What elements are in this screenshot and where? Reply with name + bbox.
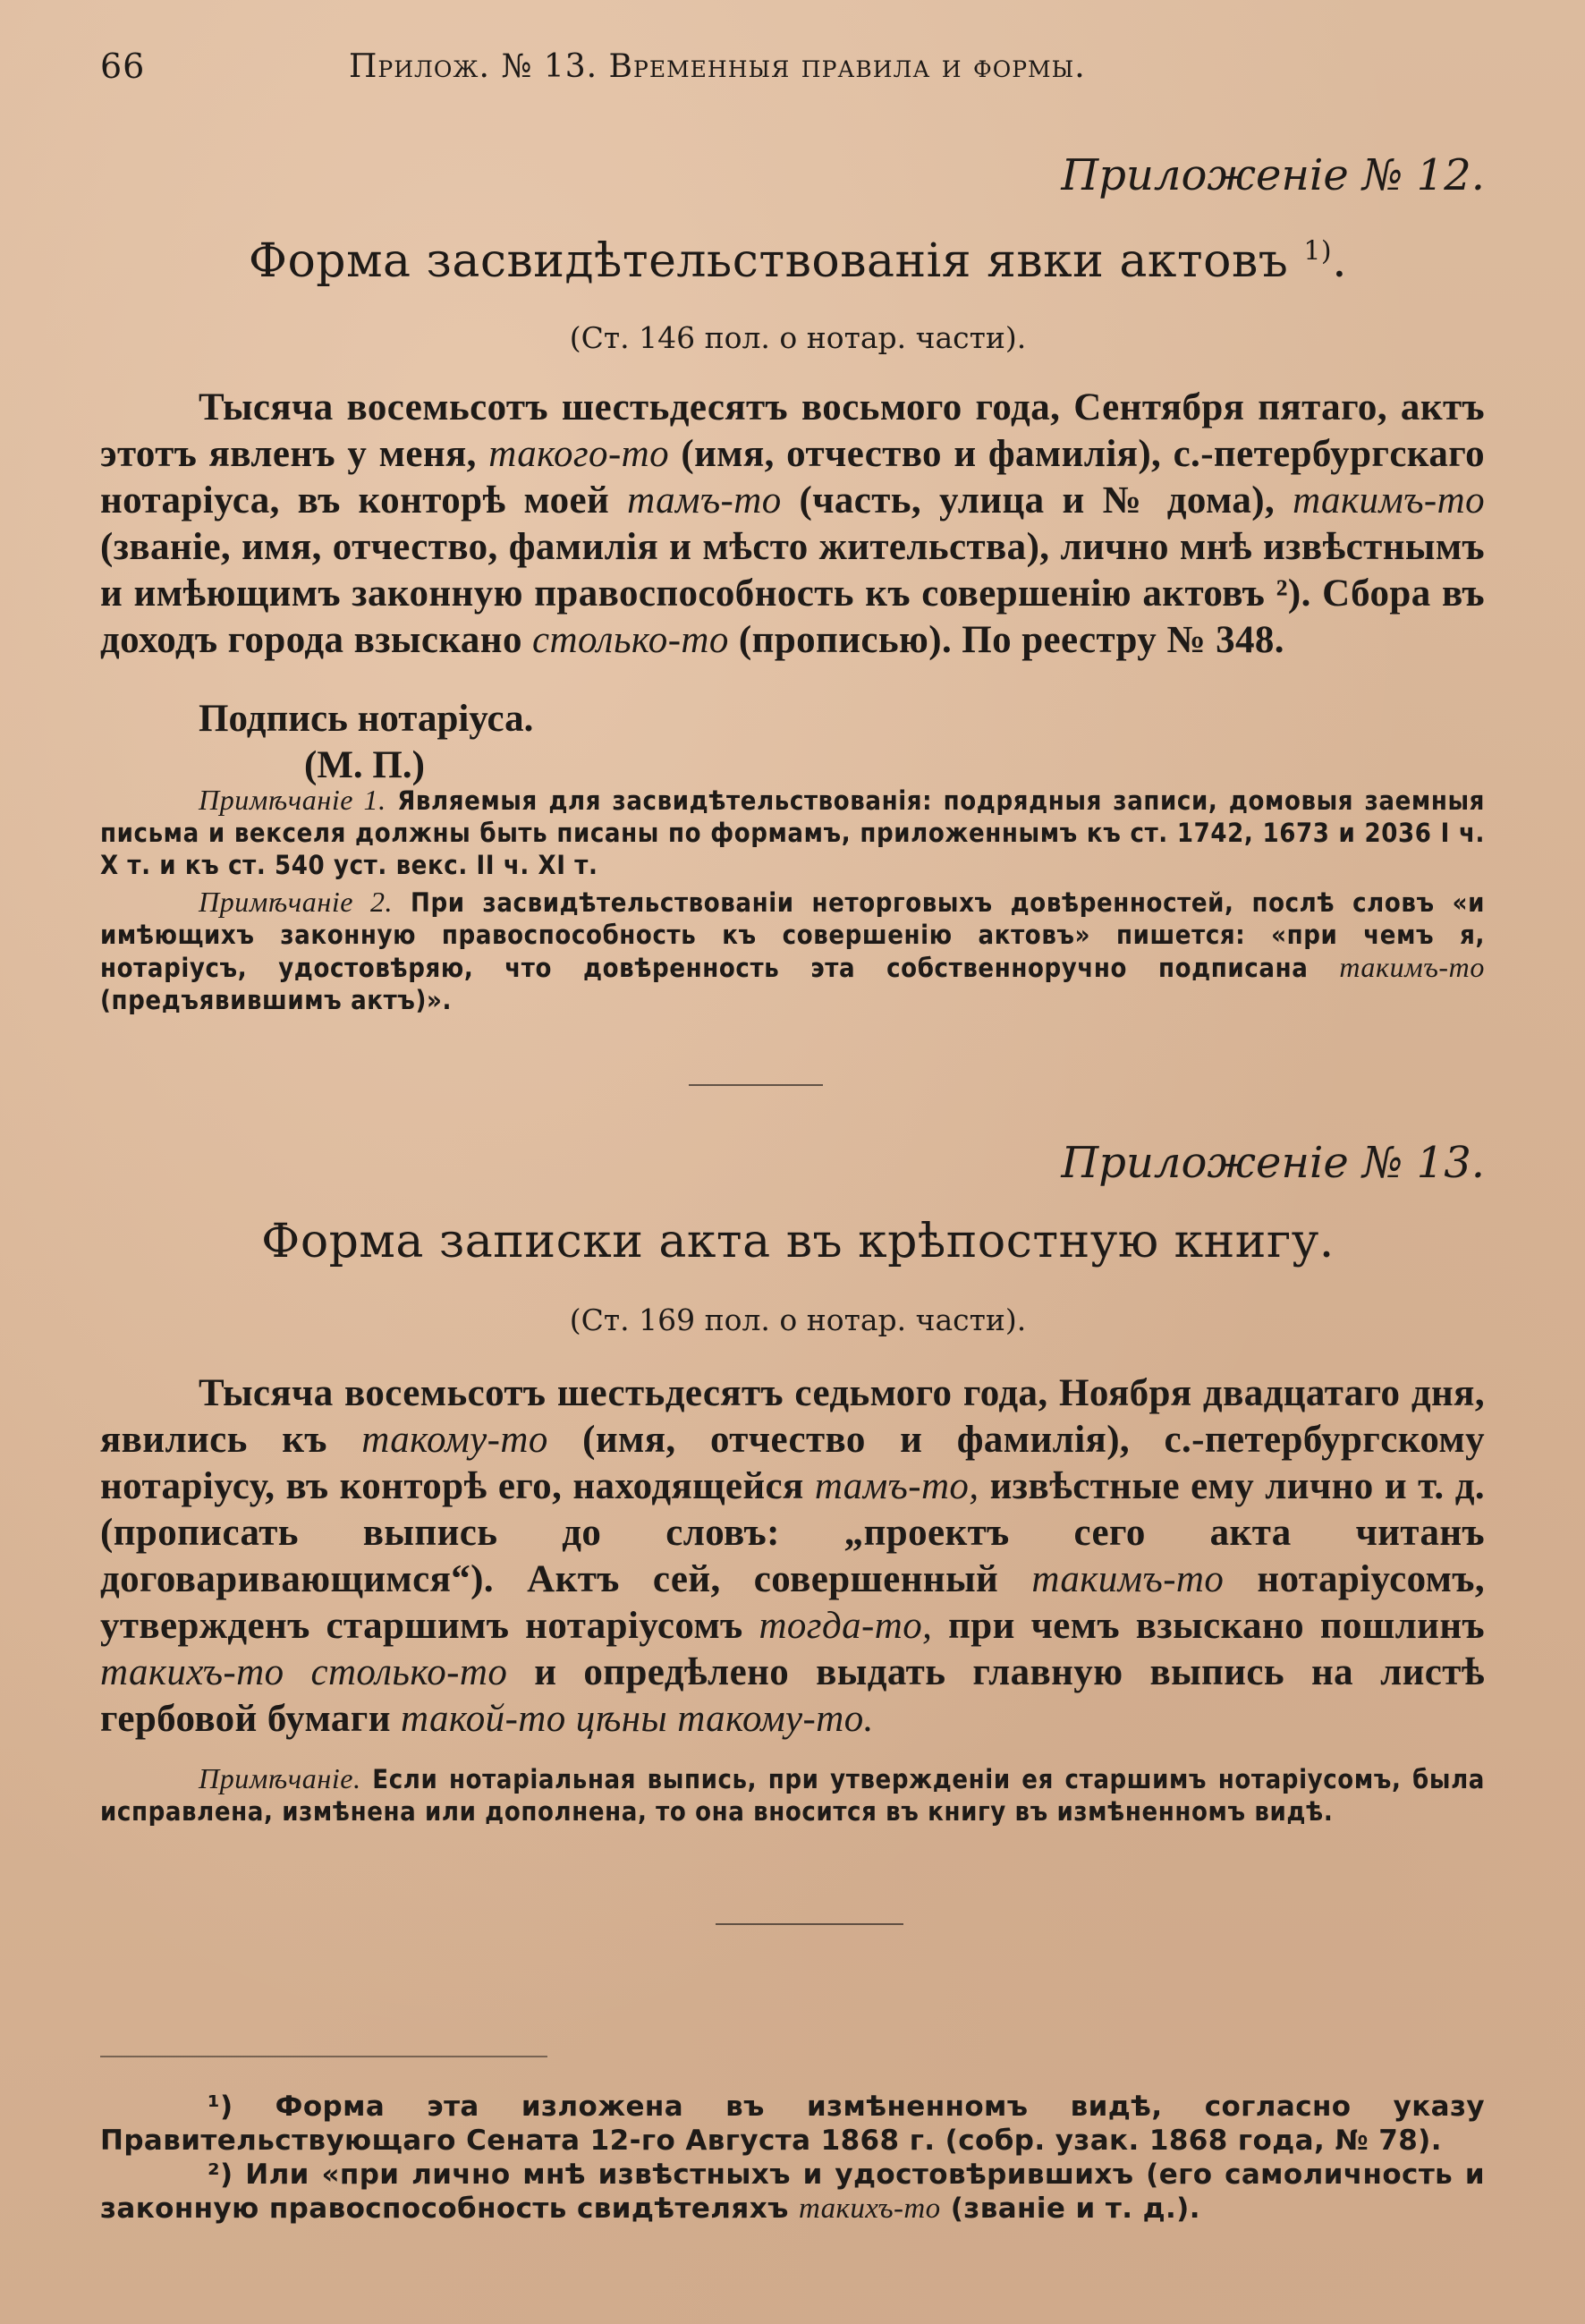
appendix-13-body-run-10: и опредѣлено выдать главную выпись на листѣ гербовой бумаги	[100, 1651, 1485, 1740]
appendix-13-body-run-4: извѣстные ему лично и т. д. (прописать выпись до словъ: „проектъ сего акта читанъ договаривающимся“). Актъ сей, совершенный	[100, 1465, 1486, 1600]
note-2-italic: такимъ-то	[1339, 951, 1485, 983]
appendix-12-note-2	[100, 886, 1485, 1016]
note-text: Если нотаріальная выпись, при утвержденіи ея старшимъ нотаріусомъ, была исправлена, измѣнена или дополнена, то она вносится въ книгу въ измѣненномъ видѣ.	[100, 1764, 1485, 1827]
note-2-text: При засвидѣтельствованіи неторговыхъ довѣренностей, послѣ словъ «и имѣющихъ законную правоспособность къ совершенію актовъ» пишется: «при чемъ я, нотаріусъ, удостовѣряю, что довѣренность эта собственноручно подписана	[100, 887, 1485, 983]
note-1-text: Являемыя для засвидѣтельствованія: подрядныя записи, домовыя заемныя письма и векселя должны быть писаны по формамъ, приложеннымъ къ ст. 1742, 1673 и 2036 I ч. X т. и къ ст. 540 уст. векс. II ч. XI т.	[100, 785, 1485, 880]
footnotes	[100, 2090, 1485, 2226]
appendix-12-body-run-7: ²). Сбора въ доходъ города взыскано	[100, 573, 1485, 661]
appendix-13-note	[100, 1762, 1485, 1828]
running-head	[100, 47, 1496, 91]
appendix-13-body-run-0: Тысяча восемьсотъ шестьдесятъ седьмого года, Ноября двадцатаго дня, явились къ	[100, 1372, 1485, 1461]
section-divider-2	[716, 1923, 903, 1925]
appendix-12-body-run-0: Тысяча восемьсотъ шестьдесятъ восьмого года, Сентября пятаго, актъ этотъ явленъ у меня,	[100, 386, 1485, 475]
appendix-12-statute-ref: (Ст. 146 пол. о нотар. части).	[569, 320, 1027, 355]
appendix-12-body-run-2: (имя, отчество и фамилія), с.-петербургскаго нотаріуса, въ конторѣ моей	[100, 433, 1485, 522]
footnote-2-text: Или «при лично мнѣ извѣстныхъ и удостовѣрившихъ (его самоличность и законную правоспособность свидѣтеляхъ	[100, 2159, 1485, 2225]
note-1-label: Примѣчаніе 1.	[199, 784, 386, 816]
appendix-12-title: Форма засвидѣтельствованія явки актовъ $^{1)}$.	[248, 234, 1348, 288]
appendix-13-statute-ref: (Ст. 169 пол. о нотар. части).	[569, 1302, 1027, 1337]
appendix-12-body-run-9: (прописью). По реестру № 348.	[728, 619, 1284, 661]
appendix-13-body-run-3: тамъ-то,	[814, 1465, 979, 1507]
footnote-ref-1: 1)	[1303, 235, 1333, 267]
footnote-1-mark: ¹)	[208, 2091, 233, 2123]
appendix-12-body-run-6: (званіе, имя, отчество, фамилія и мѣсто жительства), лично мнѣ извѣстнымъ и имѣющимъ законную правоспособность къ совершенію актовъ	[100, 526, 1485, 615]
appendix-13-body-run-5: такимъ-то	[1031, 1558, 1225, 1600]
appendix-13-body-run-11: такой-то цѣны такому-то.	[401, 1698, 874, 1740]
footnote-2	[100, 2158, 1485, 2226]
appendix-13-body-run-9: такихъ-то столько-то	[100, 1651, 508, 1693]
appendix-13-body	[100, 1370, 1485, 1743]
footnote-rule	[100, 2056, 547, 2057]
page-number: 66	[100, 47, 146, 86]
appendix-12-body-run-8: столько-то	[532, 619, 729, 661]
appendix-13-body-run-1: такому-то	[361, 1419, 548, 1461]
footnote-2-mark: ²)	[208, 2159, 233, 2191]
appendix-12-title-text: Форма засвидѣтельствованія явки актовъ	[248, 234, 1289, 288]
seal-mark: (М. П.)	[304, 744, 425, 786]
footnote-1-text: Форма эта изложена въ измѣненномъ видѣ, согласно указу Правительствующаго Сената 12-го Августа 1868 г. (собр. узак. 1868 года, № 78).	[100, 2091, 1485, 2157]
appendix-13-body-run-8: при чемъ взыскано пошлинъ	[932, 1605, 1485, 1647]
running-title: Прилож. № 13. Временныя правила и формы.	[349, 48, 1086, 85]
note-2-tail: (предъявившимъ актъ)».	[100, 985, 453, 1015]
appendix-12-label: Приложеніе № 12.	[1061, 150, 1485, 200]
note-label: Примѣчаніе.	[199, 1762, 361, 1794]
note-2-label: Примѣчаніе 2.	[199, 886, 394, 918]
appendix-12-body-run-5: такимъ-то	[1293, 479, 1485, 522]
appendix-12-body-run-3: тамъ-то	[627, 479, 782, 522]
appendix-12-body	[100, 385, 1485, 664]
appendix-13-title: Форма записки акта въ крѣпостную книгу.	[261, 1215, 1335, 1268]
appendix-13-body-run-7: тогда-то,	[759, 1605, 933, 1647]
footnote-2-tail: (званіе и т. д.).	[940, 2193, 1200, 2225]
appendix-12-body-run-1: такого-то	[488, 433, 670, 475]
appendix-13-body-run-6: нотаріусомъ, утвержденъ старшимъ нотаріусомъ	[100, 1558, 1485, 1647]
section-divider	[689, 1084, 823, 1086]
appendix-12-note-1	[100, 784, 1485, 881]
appendix-13-label: Приложеніе № 13.	[1061, 1138, 1485, 1188]
footnote-2-italic: такихъ-то	[799, 2193, 941, 2225]
appendix-13-body-run-2: (имя, отчество и фамилія), с.-петербургскому нотаріусу, въ конторѣ его, находящейся	[100, 1419, 1486, 1507]
footnote-1	[100, 2090, 1485, 2158]
appendix-12-body-run-4: (часть, улица и № дома),	[781, 479, 1293, 522]
notary-signature-line: Подпись нотаріуса.	[199, 698, 534, 740]
